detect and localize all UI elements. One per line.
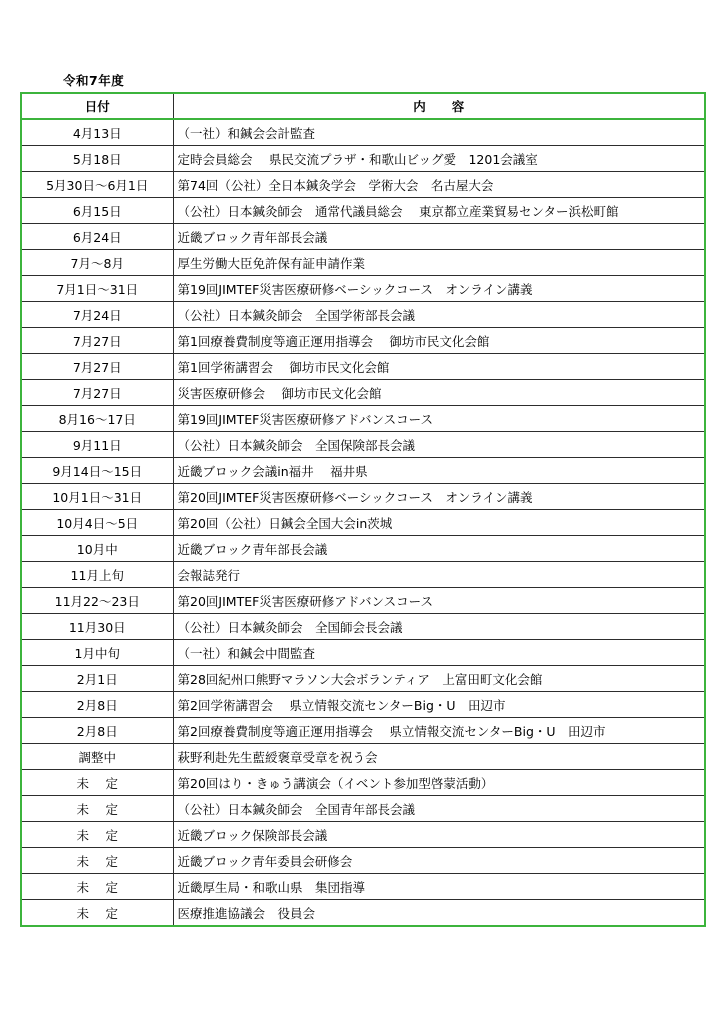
- event-date-cell: 未 定: [21, 900, 173, 927]
- event-date-cell: 2月8日: [21, 692, 173, 718]
- table-row: [21, 874, 705, 900]
- event-date-cell: 未 定: [21, 796, 173, 822]
- table-row: [21, 666, 705, 692]
- event-content-cell: 第2回療養費制度等適正運用指導会 県立情報交流センターBig・U 田辺市: [173, 718, 705, 744]
- event-content-cell: （公社）日本鍼灸師会 全国青年部長会議: [173, 796, 705, 822]
- event-date-cell: 11月30日: [21, 614, 173, 640]
- table-row: [21, 146, 705, 172]
- event-content-cell: （公社）日本鍼灸師会 全国師会長会議: [173, 614, 705, 640]
- event-content-cell: （公社）日本鍼灸師会 全国保険部長会議: [173, 432, 705, 458]
- event-date-cell: 9月11日: [21, 432, 173, 458]
- event-date-cell: 調整中: [21, 744, 173, 770]
- event-content-cell: 第2回学術講習会 県立情報交流センターBig・U 田辺市: [173, 692, 705, 718]
- event-content-cell: （公社）日本鍼灸師会 全国学術部長会議: [173, 302, 705, 328]
- event-content-cell: 第20回JIMTEF災害医療研修ベーシックコース オンライン講義: [173, 484, 705, 510]
- table-row: [21, 119, 705, 146]
- event-content-cell: 第1回学術講習会 御坊市民文化会館: [173, 354, 705, 380]
- event-date-cell: 7月27日: [21, 328, 173, 354]
- event-date-cell: 7月1日～31日: [21, 276, 173, 302]
- event-date-cell: 6月15日: [21, 198, 173, 224]
- event-content-cell: （公社）日本鍼灸師会 通常代議員総会 東京都立産業貿易センター浜松町館: [173, 198, 705, 224]
- table-row: [21, 536, 705, 562]
- event-date-cell: 9月14日～15日: [21, 458, 173, 484]
- event-content-cell: 萩野利赴先生藍綬褒章受章を祝う会: [173, 744, 705, 770]
- event-content-cell: 災害医療研修会 御坊市民文化会館: [173, 380, 705, 406]
- event-content-cell: 第20回（公社）日鍼会全国大会in茨城: [173, 510, 705, 536]
- event-date-cell: 2月8日: [21, 718, 173, 744]
- table-row: [21, 458, 705, 484]
- event-content-cell: 第28回紀州口熊野マラソン大会ボランティア 上富田町文化会館: [173, 666, 705, 692]
- event-content-cell: （一社）和鍼会会計監査: [173, 119, 705, 146]
- table-row: [21, 614, 705, 640]
- event-content-cell: 第20回はり・きゅう講演会（イベント参加型啓蒙活動）: [173, 770, 705, 796]
- table-row: [21, 640, 705, 666]
- event-date-cell: 5月30日～6月1日: [21, 172, 173, 198]
- event-content-cell: 厚生労働大臣免許保有証申請作業: [173, 250, 705, 276]
- schedule-body: [21, 119, 705, 926]
- event-date-cell: 未 定: [21, 770, 173, 796]
- table-row: [21, 302, 705, 328]
- event-date-cell: 未 定: [21, 822, 173, 848]
- event-date-cell: 未 定: [21, 874, 173, 900]
- event-content-cell: 近畿ブロック会議in福井 福井県: [173, 458, 705, 484]
- table-row: [21, 172, 705, 198]
- event-content-cell: 第74回（公社）全日本鍼灸学会 学術大会 名古屋大会: [173, 172, 705, 198]
- event-date-cell: 2月1日: [21, 666, 173, 692]
- event-content-cell: 近畿ブロック青年部長会議: [173, 536, 705, 562]
- table-row: [21, 822, 705, 848]
- event-content-cell: 近畿ブロック青年部長会議: [173, 224, 705, 250]
- table-row: [21, 510, 705, 536]
- table-row: [21, 770, 705, 796]
- event-date-cell: 10月1日～31日: [21, 484, 173, 510]
- table-row: [21, 406, 705, 432]
- fiscal-year-label: 令和7年度: [63, 73, 125, 88]
- event-date-cell: 5月18日: [21, 146, 173, 172]
- table-row: [21, 432, 705, 458]
- event-content-cell: 近畿ブロック保険部長会議: [173, 822, 705, 848]
- event-content-cell: 医療推進協議会 役員会: [173, 900, 705, 927]
- table-row: [21, 380, 705, 406]
- event-content-cell: 近畿ブロック青年委員会研修会: [173, 848, 705, 874]
- event-date-cell: 11月上旬: [21, 562, 173, 588]
- event-date-cell: 6月24日: [21, 224, 173, 250]
- table-row: [21, 900, 705, 927]
- table-row: [21, 718, 705, 744]
- table-row: [21, 848, 705, 874]
- event-content-cell: 第19回JIMTEF災害医療研修ベーシックコース オンライン講義: [173, 276, 705, 302]
- event-date-cell: 7月27日: [21, 354, 173, 380]
- event-date-cell: 10月中: [21, 536, 173, 562]
- event-schedule-table: [20, 92, 706, 927]
- event-date-cell: 10月4日～5日: [21, 510, 173, 536]
- table-row: [21, 276, 705, 302]
- table-row: [21, 328, 705, 354]
- event-date-cell: 11月22～23日: [21, 588, 173, 614]
- event-content-cell: 第20回JIMTEF災害医療研修アドバンスコース: [173, 588, 705, 614]
- event-content-cell: （一社）和鍼会中間監査: [173, 640, 705, 666]
- event-date-cell: 7月24日: [21, 302, 173, 328]
- event-date-cell: 4月13日: [21, 119, 173, 146]
- table-row: [21, 744, 705, 770]
- event-date-cell: 1月中旬: [21, 640, 173, 666]
- event-content-cell: 第1回療養費制度等適正運用指導会 御坊市民文化会館: [173, 328, 705, 354]
- event-date-cell: 7月27日: [21, 380, 173, 406]
- event-date-cell: 8月16～17日: [21, 406, 173, 432]
- event-content-cell: 会報誌発行: [173, 562, 705, 588]
- event-date-cell: 未 定: [21, 848, 173, 874]
- table-row: [21, 796, 705, 822]
- event-content-cell: 近畿厚生局・和歌山県 集団指導: [173, 874, 705, 900]
- table-row: [21, 484, 705, 510]
- event-content-cell: 第19回JIMTEF災害医療研修アドバンスコース: [173, 406, 705, 432]
- table-row: [21, 354, 705, 380]
- event-content-cell: 定時会員総会 県民交流プラザ・和歌山ビッグ愛 1201会議室: [173, 146, 705, 172]
- table-row: [21, 692, 705, 718]
- date-column-header: 日付: [21, 93, 173, 119]
- content-column-header: 内容: [173, 93, 705, 119]
- table-row: [21, 198, 705, 224]
- table-row: [21, 224, 705, 250]
- table-row: [21, 562, 705, 588]
- table-header-row: [21, 93, 705, 119]
- event-date-cell: 7月～8月: [21, 250, 173, 276]
- table-row: [21, 588, 705, 614]
- table-row: [21, 250, 705, 276]
